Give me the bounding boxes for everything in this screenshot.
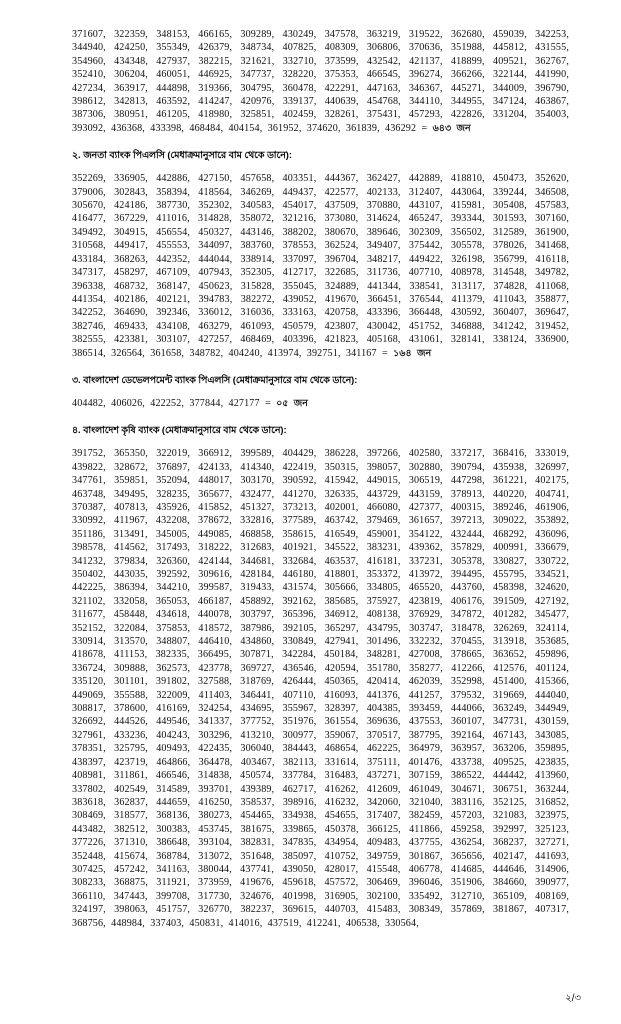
- roll-list-section-4: [72, 447, 575, 930]
- count-label-section-3: ০৫ জন: [276, 397, 308, 408]
- roll-numbers-section-3: 404482, 406026, 422252, 377844, 427177 =: [72, 397, 277, 409]
- roll-numbers-section-2: 352269, 336905, 442886, 427150, 457658, 403351, 444367, 362427, 442889, 418810, 450473, 352620, 379006, 302843, 358394, 418564, 346269, 449437, 422577, 402133, 312407, 443064, 339244, 346508, 305670, 424186, 387730, 352302, 340583, 454017, 437509, 370880, 443107, 415981, 305408, 457583, 416477, 367229, 411016, 314828, 358072, 321216, 373080, 314624, 465247, 393344, 301593, 307160, 349492, 304915, 456554, 450327, 443146, 388202, 380670, 389646, 302309, 356502, 312589, 361900, 310568, 449417, 455553, 344097, 383760, 378553, 362524, 349407, 375442, 305578, 378026, 341468, 433184, 368263, 442352, 444044, 338914, 337097, 396704, 348217, 449422, 326198, 356799, 416118, 347317, 458297, 467109, 407943, 352305, 412717, 322685, 311736, 407710, 408978, 314548, 349782, 396338, 468732, 368147, 450623, 315828, 355045, 324889, 441344, 338541, 313117, 374828, 411068, 441354, 402186, 402121, 394783, 382272, 439052, 419670, 366451, 376544, 411379, 411043, 358877, 342252, 364690, 392346, 336012, 316036, 333163, 420758, 433396, 366448, 430592, 360407, 369647, 382746, 469433, 434108, 463279, 461093, 450579, 423807, 430042, 451752, 346888, 341242, 319452, 382555, 423381, 303107, 427257, 468469, 403396, 421823, 405168, 431061, 328141, 338124, 336900, 386514, 326564, 361658, 348782, 404240, 413974, 392751, 341167 =: [72, 173, 575, 359]
- count-label-section-1: ৬৪৩ জন: [432, 122, 471, 133]
- roll-list-section-1: [72, 28, 575, 135]
- count-label-section-2: ১৬৪ জন: [393, 347, 432, 358]
- section-heading-bangladesh-krishi-bank: ৪. বাংলাদেশ কৃষি ব্যাংক (মেধাক্রমানুসারে বাম থেকে ডানে):: [72, 425, 287, 436]
- roll-numbers-section-1: 371607, 322359, 348153, 466165, 309289, 430249, 347578, 363219, 319522, 362680, 459039, 342253, 344940, 424250, 355349, 426379, 348734, 407825, 408309, 306806, 370636, 351988, 445812, 431555, 354960, 434348, 427937, 382215, 321621, 332710, 373599, 432542, 421137, 418899, 409521, 362767, 352410, 306204, 460051, 446925, 347737, 328220, 375353, 466545, 396274, 366266, 322144, 441990, 427234, 363917, 444898, 319366, 304795, 360478, 422291, 447163, 346367, 445271, 344009, 396790, 398612, 342813, 463592, 414247, 420976, 339137, 440639, 454768, 344110, 344955, 347124, 463867, 387306, 380951, 461205, 418980, 325851, 402459, 328261, 375431, 457293, 422826, 331204, 354003, 393092, 436368, 433398, 468484, 404154, 361952, 374620, 361839, 436292 =: [72, 29, 575, 134]
- page-number: ২/৩: [565, 993, 581, 1004]
- roll-numbers-section-4: 391752, 365350, 322019, 366912, 399589, 404429, 386228, 397266, 402580, 337217, 368416, 333019, 439822, 328672, 376897, 424133, 414340, 422419, 350315, 398057, 302880, 390794, 435938, 326997, 347761, 359851, 352094, 448017, 303170, 390592, 415942, 449015, 306519, 447298, 361221, 402175, 463748, 349495, 328235, 365677, 432477, 441270, 326335, 443729, 443159, 378913, 440220, 404741, 370387, 407813, 435926, 415852, 451327, 373213, 402001, 466080, 427377, 400315, 389246, 461906, 330992, 411967, 432208, 378672, 332816, 377589, 463742, 379469, 361657, 397213, 309022, 353892, 351186, 313491, 345005, 449085, 468858, 358615, 416549, 459001, 354122, 432444, 468292, 436096, 398578, 414562, 317493, 318222, 312683, 401921, 345522, 383231, 439362, 357829, 400991, 336679, 341232, 379834, 326360, 424144, 344681, 332684, 463537, 416181, 337231, 305378, 330827, 330722, 350402, 443035, 392592, 309616, 428184, 446180, 418801, 353372, 413972, 394495, 455795, 334521, 442225, 386394, 344210, 399587, 319433, 431574, 305666, 334805, 465520, 443760, 458398, 324620, 321102, 332058, 365053, 466187, 458892, 392162, 385685, 375927, 423819, 406176, 391509, 427192, 311677, 458448, 434618, 440078, 303797, 365396, 346912, 408138, 376929, 347872, 401282, 345477, 352152, 322084, 375853, 418572, 387986, 392105, 365297, 434795, 303747, 318478, 326269, 324114, 330914, 313570, 348807, 446410, 434860, 330849, 427941, 301496, 332232, 370455, 313918, 353685, 418678, 411153, 382335, 366495, 307871, 342284, 450184, 348281, 427008, 378665, 363652, 459896, 336724, 309888, 362573, 423778, 369727, 436546, 420594, 351780, 358277, 412266, 412576, 401124, 335120, 301101, 391802, 327588, 318769, 426444, 450365, 420414, 462039, 352998, 451400, 415366, 449069, 355588, 322009, 411403, 346441, 407110, 416093, 441376, 441257, 379532, 319669, 444040, 308817, 378600, 416169, 324254, 434695, 355967, 328397, 404385, 393459, 444066, 363249, 344949, 326692, 444526, 449546, 341337, 377752, 351976, 361554, 369636, 437553, 360107, 347731, 430159, 327961, 433236, 404243, 303296, 413210, 300977, 359067, 370517, 387795, 392164, 467143, 343085, 378351, 325795, 409493, 422435, 306040, 384443, 468654, 462225, 364979, 363957, 363206, 359895, 438397, 423719, 464866, 364478, 403467, 382113, 331614, 375111, 401476, 433738, 409525, 423835, 408981, 311861, 466546, 314838, 450574, 337784, 316483, 437271, 307159, 386522, 444442, 413960, 337802, 402549, 314589, 393701, 439389, 462717, 416262, 412609, 461049, 304671, 306751, 363244, 383618, 362837, 444659, 416250, 358537, 398916, 416232, 342060, 321040, 383116, 352125, 316852, 308469, 318577, 368136, 380273, 454465, 334938, 454655, 317407, 382459, 457203, 321083, 323975, 443482, 382512, 300383, 453745, 381675, 339865, 450378, 366125, 411866, 459258, 392997, 325123, 377226, 371310, 386648, 393104, 382831, 347835, 434954, 409483, 437755, 436254, 368237, 327271, 352448, 415674, 368784, 313072, 351648, 385097, 410752, 349759, 301867, 365656, 402147, 441693, 307425, 457242, 341163, 380044, 437741, 439050, 428017, 415548, 406778, 414685, 444646, 314906, 308233, 368875, 311921, 373959, 419676, 459618, 457572, 306469, 396046, 351906, 384660, 390977, 366110, 347443, 399708, 317730, 324676, 401998, 316905, 302100, 335492, 312710, 365109, 408169, 324197, 398063, 451757, 326770, 382237, 369615, 440703, 415483, 308349, 357869, 381867, 407317, 368756, 448984, 337403, 450831, 414016, 437519, 412241, 406538, 330564,: [72, 448, 575, 929]
- roll-list-section-3: [72, 397, 569, 410]
- roll-list-section-2: [72, 172, 575, 360]
- section-heading-bangladesh-development-bank: ৩. বাংলাদেশ ডেভেলপমেন্ট ব্যাংক পিএলসি (মেধাক্রমানুসারে বাম থেকে ডানে):: [72, 374, 358, 385]
- section-heading-janata-bank: ২. জনতা ব্যাংক পিএলসি (মেধাক্রমানুসারে বাম থেকে ডানে):: [72, 150, 292, 161]
